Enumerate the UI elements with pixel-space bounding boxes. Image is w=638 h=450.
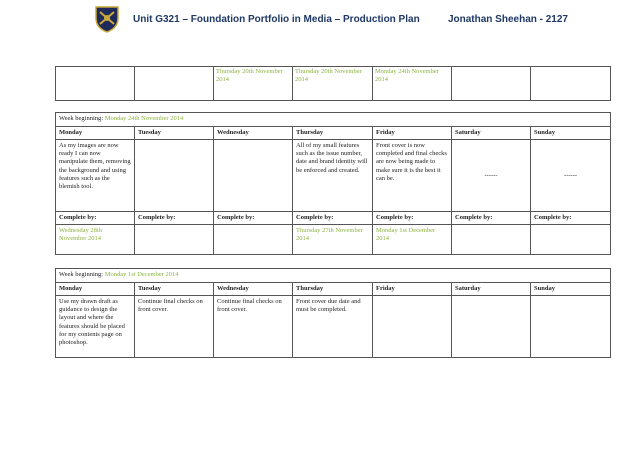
complete-date-cell: Wednesday 28th November 2014	[56, 225, 135, 255]
cell	[531, 67, 611, 101]
task-cell: Front cover is now completed and final checks are now being made to make sure it is the best it can be.	[373, 140, 452, 212]
week-plan-table-2	[55, 268, 611, 358]
day-header: Monday	[56, 283, 135, 296]
week-beginning-row	[56, 269, 611, 283]
complete-date-cell: Thursday 27th November 2014	[293, 225, 373, 255]
day-header: Friday	[373, 127, 452, 140]
task-cell: ------	[531, 140, 611, 212]
day-header: Wednesday	[214, 127, 293, 140]
complete-by-label: Complete by:	[56, 212, 135, 225]
complete-by-label: Complete by:	[452, 212, 531, 225]
week-plan-table-1	[55, 112, 611, 255]
day-header: Friday	[373, 283, 452, 296]
complete-date-cell	[531, 225, 611, 255]
day-header: Sunday	[531, 127, 611, 140]
task-cell: Front cover due date and must be completed.	[293, 296, 373, 358]
complete-date-cell	[214, 225, 293, 255]
page-header	[0, 0, 638, 42]
week-beginning-label: Week beginning:	[59, 271, 104, 278]
author-name: Jonathan Sheehan - 2127	[447, 14, 568, 25]
task-cell	[531, 296, 611, 358]
task-cell	[452, 296, 531, 358]
complete-date-cell	[452, 225, 531, 255]
day-header: Sunday	[531, 283, 611, 296]
complete-by-label: Complete by:	[373, 212, 452, 225]
day-header: Tuesday	[135, 127, 214, 140]
week-beginning-label: Week beginning:	[59, 115, 104, 122]
complete-by-label: Complete by:	[135, 212, 214, 225]
previous-week-complete-row	[55, 66, 611, 101]
week-beginning-date: Monday 1st December 2014	[104, 271, 179, 278]
task-cell: Continue final checks on front cover.	[135, 296, 214, 358]
week-beginning-date: Monday 24th November 2014	[104, 115, 184, 122]
complete-by-label: Complete by:	[531, 212, 611, 225]
cell	[56, 67, 135, 101]
day-header: Monday	[56, 127, 135, 140]
day-header: Saturday	[452, 127, 531, 140]
complete-date-cell: Monday 1st December 2014	[373, 225, 452, 255]
cell	[452, 67, 531, 101]
complete-date-cell: Thursday 20th November 2014	[293, 67, 373, 101]
task-cell: Continue final checks on front cover.	[214, 296, 293, 358]
task-cell	[135, 140, 214, 212]
task-cell	[373, 296, 452, 358]
cell	[135, 67, 214, 101]
task-cell	[214, 140, 293, 212]
week-beginning-row	[56, 113, 611, 127]
complete-date-cell	[135, 225, 214, 255]
complete-date-cell: Thursday 20th November 2014	[214, 67, 293, 101]
day-header: Tuesday	[135, 283, 214, 296]
task-cell: Use my drawn draft as guidance to design the layout and where the features should be placed for my contents page on photoshop.	[56, 296, 135, 358]
task-cell: All of my small features such as the issue number, date and brand identity will be enforced and created.	[293, 140, 373, 212]
complete-by-label: Complete by:	[293, 212, 373, 225]
school-crest-icon	[92, 4, 122, 34]
complete-by-label: Complete by:	[214, 212, 293, 225]
day-header: Thursday	[293, 127, 373, 140]
day-header: Saturday	[452, 283, 531, 296]
complete-date-cell: Monday 24th November 2014	[373, 67, 452, 101]
task-cell: ------	[452, 140, 531, 212]
day-header: Wednesday	[214, 283, 293, 296]
document-title: Unit G321 – Foundation Portfolio in Media – Production Plan	[133, 14, 420, 25]
task-cell: As my images are now ready I can now manipulate them, removing the background and using features such as the blemish tool.	[56, 140, 135, 212]
day-header: Thursday	[293, 283, 373, 296]
